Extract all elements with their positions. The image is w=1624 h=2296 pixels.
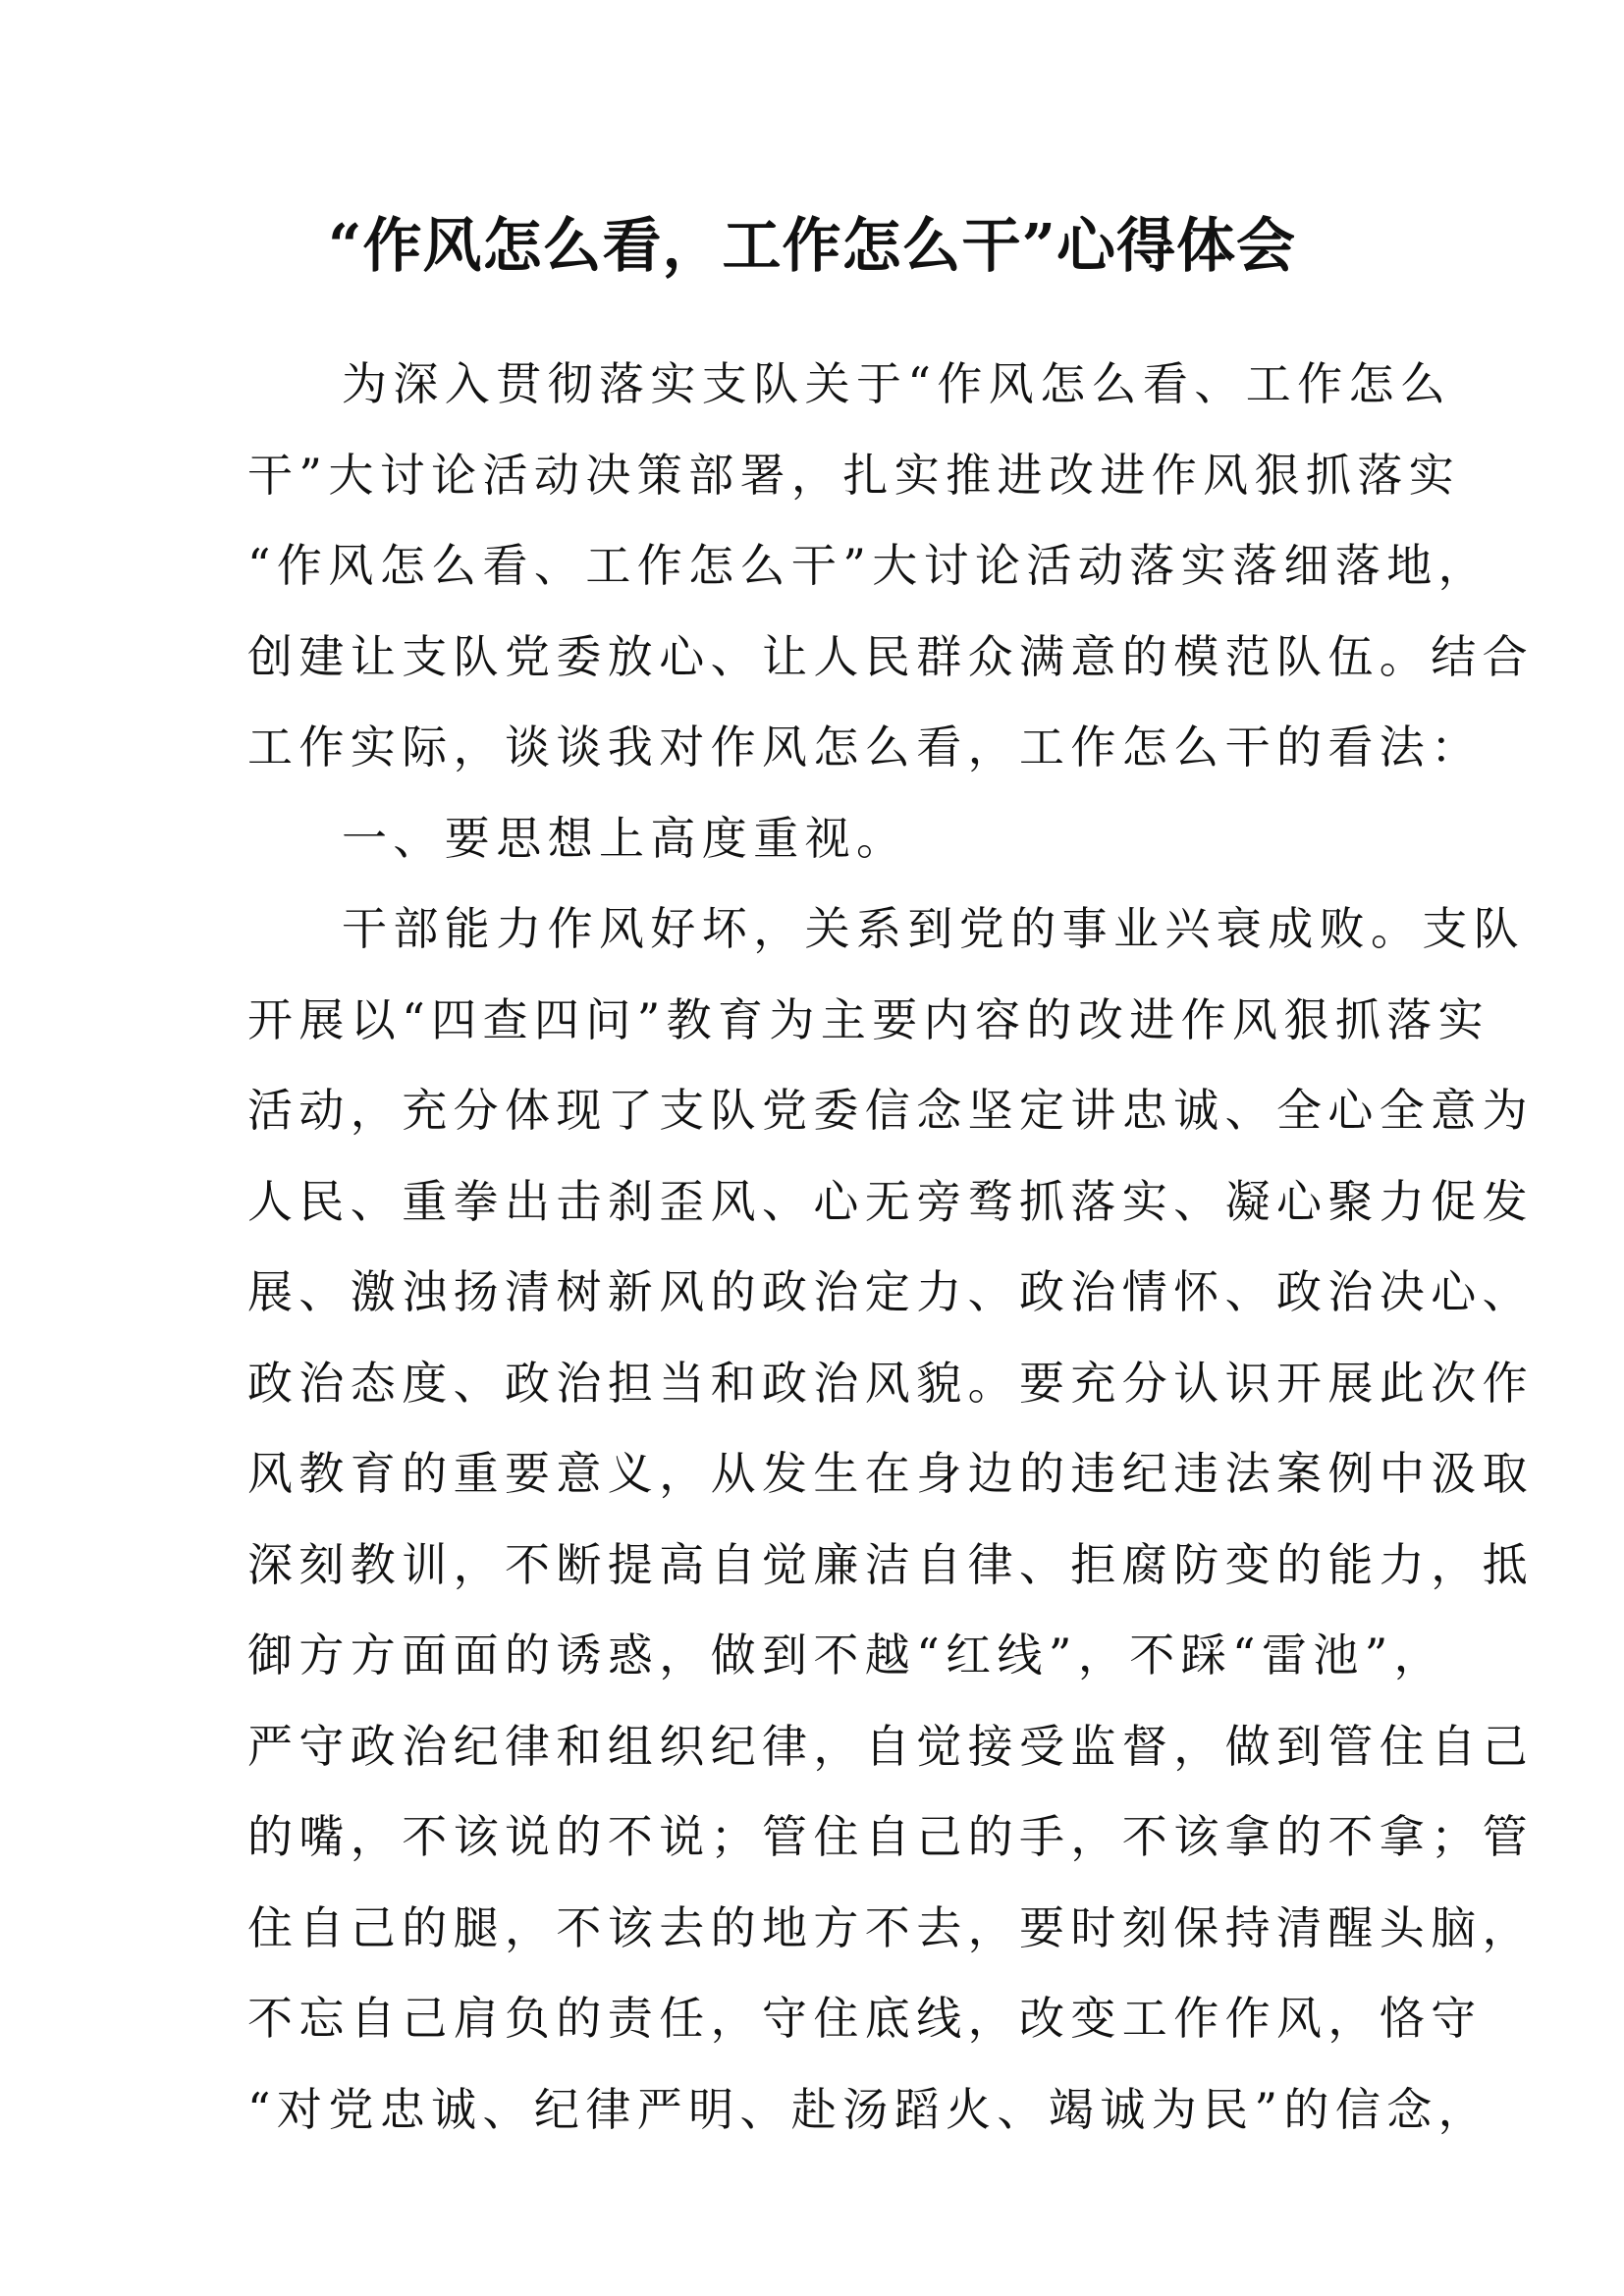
document-title: “作风怎么看，工作怎么干”心得体会 [327,212,1297,281]
paragraph-line: “对党忠诚、纪律严明、赴汤蹈火、竭诚为民”的信念， [247,2082,1490,2136]
paragraph-line: 风教育的重要意义，从发生在身边的违纪违法案例中汲取 [247,1447,1534,1500]
paragraph-line: 的嘴，不该说的不说；管住自己的手，不该拿的不拿；管 [247,1810,1534,1863]
paragraph-line: 为深入贯彻落实支队关于“作风怎么看、工作怎么 [342,357,1452,410]
paragraph-line: 活动，充分体现了支队党委信念坚定讲忠诚、全心全意为 [247,1084,1534,1137]
paragraph-line: “作风怎么看、工作怎么干”大讨论活动落实落细落地， [247,539,1490,592]
paragraph-line: 人民、重拳出击刹歪风、心无旁骛抓落实、凝心聚力促发 [247,1174,1534,1228]
paragraph-line: 干”大讨论活动决策部署，扎实推进改进作风狠抓落实 [247,448,1461,502]
paragraph-line: 创建让支队党委放心、让人民群众满意的模范队伍。结合 [247,629,1534,683]
paragraph-line: 开展以“四查四问”教育为主要内容的改进作风狠抓落实 [247,992,1490,1046]
section-heading: 一、要思想上高度重视。 [342,811,908,865]
paragraph-line: 御方方面面的诱惑，做到不越“红线”，不踩“雷池”， [247,1629,1446,1682]
paragraph-line: 干部能力作风好坏，关系到党的事业兴衰成败。支队 [342,902,1526,955]
paragraph-line: 展、激浊扬清树新风的政治定力、政治情怀、政治决心、 [247,1265,1534,1318]
paragraph-line: 严守政治纪律和组织纪律，自觉接受监督，做到管住自己 [247,1719,1534,1773]
document-body [247,339,1534,2155]
paragraph-line: 政治态度、政治担当和政治风貌。要充分认识开展此次作 [247,1356,1534,1410]
paragraph-line: 不忘自己肩负的责任，守住底线，改变工作作风，恪守 [247,1992,1483,2045]
paragraph-line: 住自己的腿，不该去的地方不去，要时刻保持清醒头脑， [247,1900,1534,1954]
paragraph-line: 工作实际，谈谈我对作风怎么看，工作怎么干的看法： [247,721,1483,774]
paragraph-line: 深刻教训，不断提高自觉廉洁自律、拒腐防变的能力，抵 [247,1537,1534,1591]
